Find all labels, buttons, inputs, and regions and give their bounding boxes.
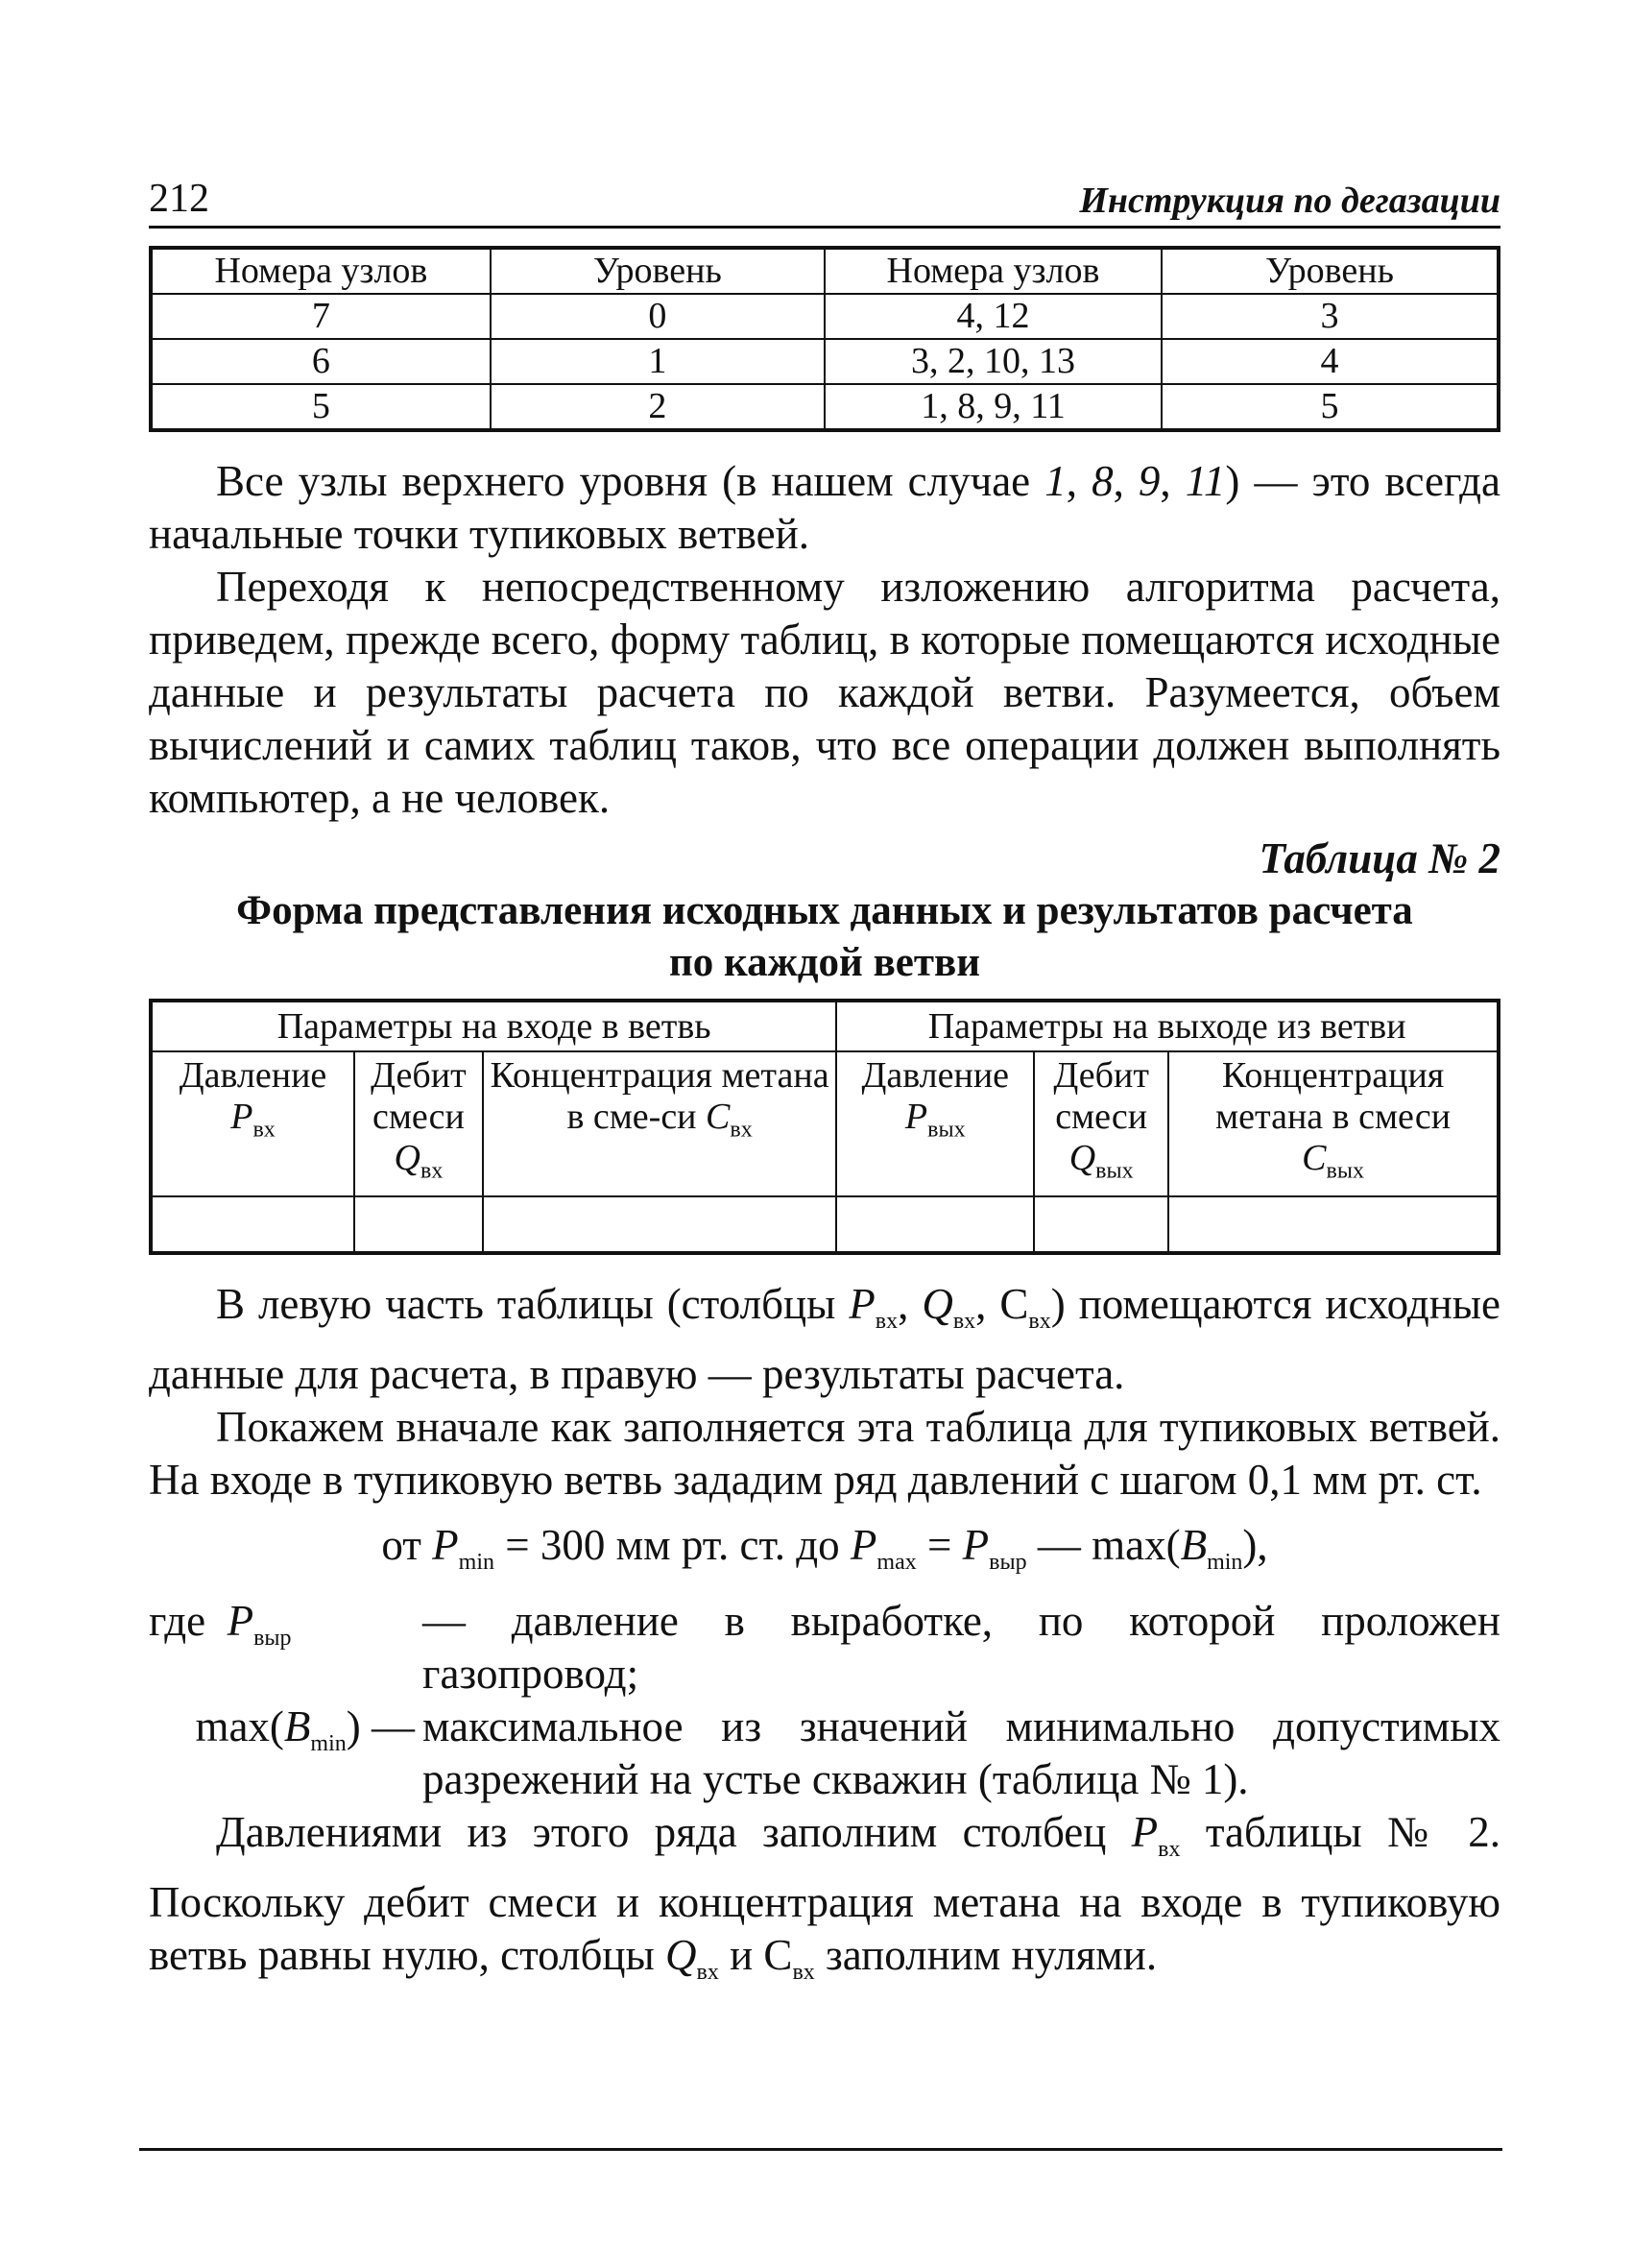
paragraph-text: ) помещаются исходные данные для расчета, в правую — результаты расчета. bbox=[149, 1279, 1501, 1398]
symbol: P bbox=[227, 1596, 254, 1645]
header-text: Концентрация метана в сме-си bbox=[490, 1055, 829, 1137]
table-row bbox=[151, 339, 1499, 384]
subscript: min bbox=[310, 1730, 347, 1756]
paragraph-text: Все узлы верхнего уровня (в нашем случае bbox=[216, 457, 1045, 505]
table-cell bbox=[354, 1196, 483, 1253]
node-number: 8 bbox=[1092, 457, 1114, 505]
formula-pressure-range bbox=[149, 1516, 1500, 1591]
header-debit-out bbox=[1034, 1051, 1168, 1196]
header-text: смеси bbox=[372, 1097, 465, 1137]
symbol: P bbox=[1131, 1807, 1159, 1856]
subscript: min bbox=[1207, 1549, 1243, 1575]
table-row bbox=[151, 384, 1499, 430]
subscript: выр bbox=[989, 1549, 1027, 1575]
header-concentration-out bbox=[1168, 1051, 1499, 1196]
footer-rule bbox=[139, 2148, 1502, 2151]
definition-text: максимальное из значений минимально допустимых разрежений на устье скважин (таблица № 1). bbox=[422, 1701, 1500, 1803]
paragraph-text: В левую часть таблицы (столбцы bbox=[216, 1279, 850, 1328]
header-concentration-in bbox=[483, 1051, 837, 1196]
header-text: Давление bbox=[179, 1055, 327, 1096]
symbol: C bbox=[999, 1279, 1029, 1328]
table-cell: 0 bbox=[491, 294, 825, 339]
header-pressure-out bbox=[836, 1051, 1034, 1196]
header-text: Дебит bbox=[371, 1055, 467, 1096]
levels-table bbox=[149, 246, 1500, 432]
paragraph-algorithm: Переходя к непосредственному изложению алгоритма расчета, приведем, прежде всего, форму таблиц, в которые помещаются исходные данные и результаты расчета по каждой ветви. Разумеется, объем вычислений и самих таблиц таков, что все операции должен выполнять компьютер, а не человек. bbox=[149, 563, 1500, 822]
node-number: 9 bbox=[1138, 457, 1161, 505]
subscript: вх bbox=[730, 1117, 753, 1143]
header-cell: Номера узлов bbox=[151, 248, 491, 294]
symbol: P bbox=[904, 1097, 928, 1137]
table-caption: Таблица № 2 bbox=[1259, 834, 1500, 882]
header-pressure-in bbox=[151, 1051, 354, 1196]
table-cell: 4, 12 bbox=[825, 294, 1162, 339]
paragraph-fill-zeros bbox=[149, 1806, 1500, 1999]
header-text: Давление bbox=[861, 1055, 1010, 1096]
table-cell: 5 bbox=[1162, 384, 1499, 430]
symbol: Q bbox=[394, 1138, 420, 1178]
table-row bbox=[151, 294, 1499, 339]
running-title: Инструкция по дегазации bbox=[1079, 181, 1500, 221]
subscript: вх bbox=[696, 1959, 719, 1985]
table-cell: 4 bbox=[1162, 339, 1499, 384]
symbol: P bbox=[432, 1520, 459, 1569]
symbol: Q bbox=[1068, 1138, 1096, 1178]
table-cell: 2 bbox=[491, 384, 825, 430]
table-title: Форма представления исходных данных и результатов расчета по каждой ветви bbox=[236, 888, 1413, 985]
header-text: смеси bbox=[1055, 1097, 1148, 1137]
formula-text: — max( bbox=[1037, 1520, 1181, 1569]
table-cell: 3 bbox=[1162, 294, 1499, 339]
paragraph-left-right: В левую часть таблицы (столбцы $P_{вх}$, $Q_{вх}$, $C_{вх}$) помещаются исходные данные для расчета, в правую — результаты расчета. bbox=[149, 1279, 1501, 1398]
header-cell: Уровень bbox=[491, 248, 825, 294]
header-cell: Номера узлов bbox=[825, 248, 1162, 294]
table-row-empty bbox=[151, 1196, 1499, 1253]
symbol: P bbox=[230, 1097, 253, 1137]
formula-text: где bbox=[149, 1596, 206, 1645]
subscript: выр bbox=[253, 1625, 292, 1651]
symbol: P bbox=[849, 1279, 876, 1328]
table-cell: 5 bbox=[151, 384, 491, 430]
page bbox=[149, 178, 1500, 1999]
formula-text: от bbox=[381, 1520, 421, 1569]
table-cell bbox=[1034, 1196, 1168, 1253]
symbol: P bbox=[850, 1520, 877, 1569]
table-cell bbox=[483, 1196, 837, 1253]
subscript: вх bbox=[420, 1158, 444, 1184]
subscript: вх bbox=[875, 1308, 899, 1334]
table-group-row bbox=[151, 1001, 1499, 1051]
table-cell: 1 bbox=[491, 339, 825, 384]
formula-text: = bbox=[927, 1520, 952, 1569]
formula-text: max( bbox=[195, 1701, 284, 1750]
page-number: 212 bbox=[149, 177, 209, 221]
definitions bbox=[149, 1595, 1500, 1806]
table-cell bbox=[151, 1196, 354, 1253]
formula-text: ), bbox=[1242, 1520, 1268, 1569]
paragraph-text: и bbox=[718, 1930, 764, 1979]
subscript: min bbox=[458, 1549, 494, 1575]
symbol: Q bbox=[922, 1279, 953, 1328]
definition-text: — давление в выработке, по которой проложен газопровод; bbox=[422, 1596, 1500, 1698]
symbol: C bbox=[706, 1097, 731, 1137]
node-number: 11 bbox=[1185, 457, 1226, 505]
table-header-row bbox=[151, 248, 1499, 294]
subscript: вых bbox=[1326, 1158, 1364, 1184]
node-number: 1 bbox=[1044, 457, 1067, 505]
page-header bbox=[149, 178, 1500, 229]
symbol: C bbox=[1302, 1138, 1327, 1178]
table-cell: 3, 2, 10, 13 bbox=[825, 339, 1162, 384]
subscript: вх bbox=[1158, 1836, 1181, 1862]
subscript: max bbox=[876, 1549, 917, 1575]
table-cell: 7 bbox=[151, 294, 491, 339]
table-cell bbox=[1168, 1196, 1499, 1253]
subscript: вых bbox=[927, 1117, 966, 1143]
table-cell: 1, 8, 9, 11 bbox=[825, 384, 1162, 430]
paragraph-text: ) — это всегда начальные точки тупиковых ветвей. bbox=[149, 457, 1501, 558]
paragraph-top-level-nodes: Все узлы верхнего уровня (в нашем случае 1, 8, 9, 11) — это всегда начальные точки тупиковых ветвей. bbox=[149, 457, 1501, 558]
group-output-params: Параметры на выходе из ветви bbox=[836, 1001, 1499, 1051]
subscript: вх bbox=[952, 1308, 976, 1334]
table-header-row bbox=[151, 1051, 1499, 1196]
subscript: вых bbox=[1095, 1158, 1134, 1184]
header-debit-in bbox=[354, 1051, 483, 1196]
header-text: Дебит bbox=[1053, 1055, 1149, 1096]
header-text: Концентрация метана в смеси bbox=[1215, 1055, 1452, 1137]
paragraph-deadend: Покажем вначале как заполняется эта таблица для тупиковых ветвей. На входе в тупиковую ветвь зададим ряд давлений с шагом 0,1 мм рт. ст. bbox=[149, 1402, 1500, 1504]
definition-term bbox=[149, 1595, 422, 1701]
symbol: C bbox=[763, 1930, 793, 1979]
paragraph-text: заполним нулями. bbox=[814, 1930, 1158, 1979]
branch-form-table bbox=[149, 999, 1500, 1255]
symbol: Q bbox=[664, 1930, 697, 1979]
subscript: вх bbox=[252, 1117, 276, 1143]
subscript: вх bbox=[792, 1959, 815, 1985]
paragraph-text: таблицы № 2. Поскольку дебит смеси и концентрация метана на входе в тупиковую ветвь равны нулю, столбцы bbox=[149, 1807, 1500, 1979]
definition-term bbox=[149, 1701, 422, 1806]
group-input-params: Параметры на входе в ветвь bbox=[151, 1001, 836, 1051]
symbol: B bbox=[1180, 1520, 1208, 1569]
symbol: P bbox=[962, 1520, 990, 1569]
symbol: B bbox=[283, 1701, 311, 1750]
paragraph-text: Давлениями из этого ряда заполним столбец bbox=[216, 1807, 1132, 1856]
formula-text: = 300 мм рт. ст. до bbox=[505, 1520, 840, 1569]
subscript: вх bbox=[1028, 1308, 1051, 1334]
table-cell: 6 bbox=[151, 339, 491, 384]
formula-text: ) — bbox=[346, 1701, 415, 1750]
header-cell: Уровень bbox=[1162, 248, 1499, 294]
table-cell bbox=[836, 1196, 1034, 1253]
